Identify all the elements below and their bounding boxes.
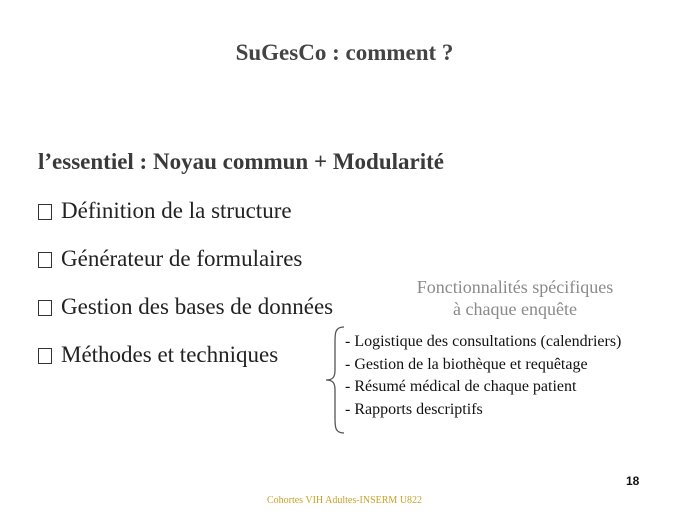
slide-subtitle: l’essentiel : Noyau commun + Modularité [38, 149, 444, 174]
list-item: - Gestion de la biothèque et requêtage [345, 355, 588, 373]
bullet-item [38, 246, 302, 272]
slide-title: SuGesCo : comment ? [235, 40, 454, 65]
checkbox-glyph-icon [38, 300, 52, 316]
features-heading [380, 276, 650, 320]
bullet-label: Définition de la structure [61, 198, 292, 223]
checkbox-glyph-icon [38, 252, 52, 268]
features-list [345, 331, 621, 421]
bullet-item [38, 342, 278, 368]
bullet-label: Gestion des bases de données [61, 294, 334, 319]
list-item: - Résumé médical de chaque patient [345, 378, 577, 395]
bullet-item [38, 198, 292, 224]
features-heading-line1: Fonctionnalités spécifiques [416, 277, 614, 297]
checkbox-glyph-icon [38, 348, 52, 364]
slide-footer: Cohortes VIH Adultes-INSERM U822 [266, 495, 423, 506]
page-number: 18 [626, 474, 640, 488]
list-item: - Logistique des consultations (calendriers) [345, 333, 622, 350]
list-item: - Rapports descriptifs [345, 400, 483, 418]
features-heading-line2: à chaque enquête [453, 299, 577, 319]
bullet-label: Méthodes et techniques [61, 342, 279, 367]
bullet-label: Générateur de formulaires [61, 246, 303, 271]
checkbox-glyph-icon [38, 204, 52, 220]
bullet-item [38, 294, 333, 320]
